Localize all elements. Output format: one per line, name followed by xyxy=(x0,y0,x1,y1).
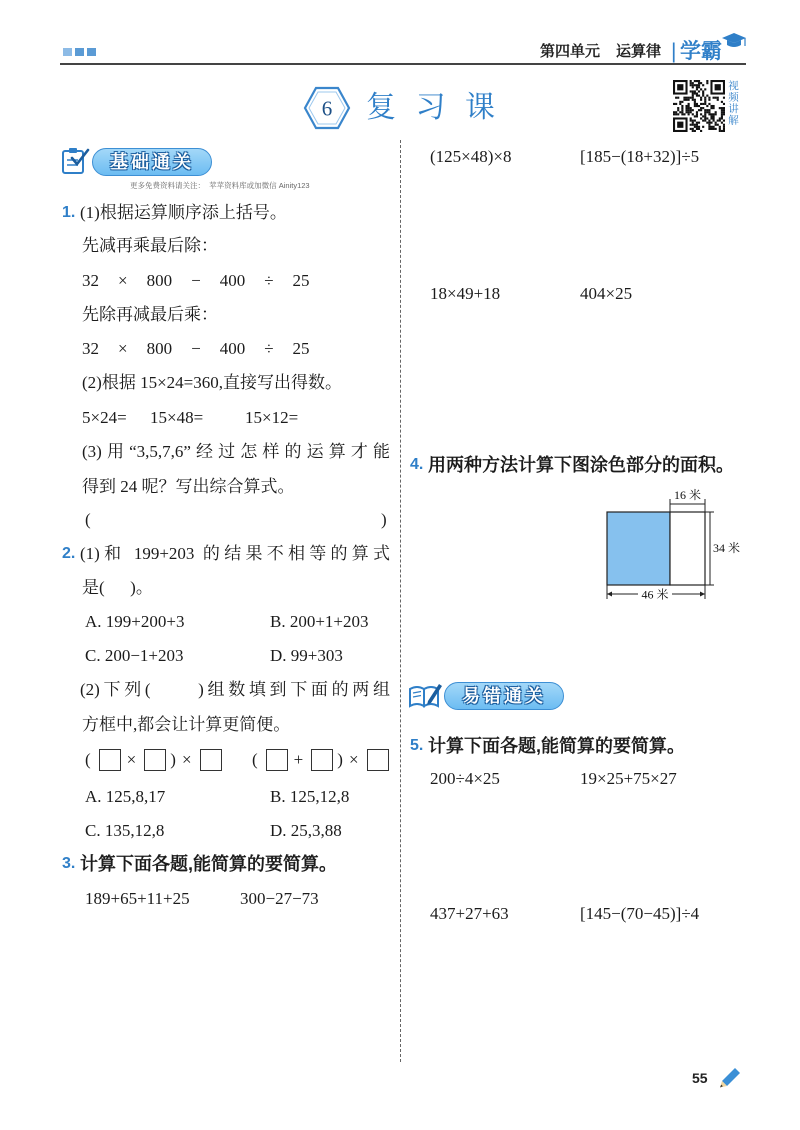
blank-box xyxy=(200,749,222,771)
order-instruction: 先除再减最后乘： xyxy=(82,305,218,324)
expr-token: × xyxy=(118,339,128,358)
unit-label: 第四单元 xyxy=(540,43,601,60)
pencil-icon xyxy=(717,1066,743,1088)
question-prompt: 计算下面各题,能简算的要简算。 xyxy=(428,736,685,756)
exercise-item: 15×48= xyxy=(150,408,204,427)
question-prompt: 方框中,都会让计算更简便。 xyxy=(82,715,291,734)
expr-token: 25 xyxy=(292,271,310,290)
exercise-item: (125×48)×8 xyxy=(430,147,512,166)
header-rule xyxy=(60,63,746,65)
section-badge-label: 易错通关 xyxy=(462,686,546,706)
expr-token: 32 xyxy=(82,271,99,290)
expr-token: − xyxy=(191,339,201,358)
section-badge-basic xyxy=(92,148,212,176)
question-prompt: (1)根据运算顺序添上括号。 xyxy=(80,203,287,222)
exercise-item: 19×25+75×27 xyxy=(580,769,677,788)
exercise-item: 189+65+11+25 xyxy=(85,889,190,908)
side-dimension-label: 34 米 xyxy=(713,541,741,555)
section-badge-mistakes xyxy=(444,682,564,710)
question-number: 5. xyxy=(410,737,424,754)
choice-option-d: D. 99+303 xyxy=(270,646,343,665)
lesson-number-hexagon xyxy=(303,86,351,130)
choice-option-b: B. 200+1+203 xyxy=(270,612,369,631)
decor-square xyxy=(75,48,84,56)
paren-open: ( xyxy=(85,750,91,769)
qr-video-label: 视频讲解 xyxy=(727,80,739,126)
question-prompt: 用两种方法计算下图涂色部分的面积。 xyxy=(428,455,734,475)
expr-token: 32 xyxy=(82,339,99,358)
shaded-region xyxy=(607,512,670,585)
area-figure xyxy=(598,484,748,608)
book-pen-icon xyxy=(408,681,442,709)
operator-sign: × xyxy=(126,750,137,769)
question-number: 2. xyxy=(62,545,76,562)
expression-row xyxy=(82,270,310,292)
page-title: 复 习 课 xyxy=(366,91,501,124)
question-prompt: (3)用“3,5,7,6”经过怎样的运算才能 xyxy=(82,442,390,461)
brand-logo-text: 学霸 xyxy=(680,40,722,63)
choice-option-a: A. 199+200+3 xyxy=(85,612,185,631)
decor-square xyxy=(87,48,96,56)
paren-close: ) xyxy=(337,750,343,769)
operator-sign: × xyxy=(348,750,359,769)
answer-paren-close: ) xyxy=(381,510,387,529)
blank-box xyxy=(266,749,288,771)
expr-token: 800 xyxy=(146,271,173,290)
top-dimension-label: 16 米 xyxy=(673,488,702,502)
expr-token: ÷ xyxy=(264,339,274,358)
blank-box xyxy=(367,749,389,771)
expr-token: 25 xyxy=(292,339,310,358)
operator-sign: × xyxy=(181,750,192,769)
expression-row xyxy=(82,338,310,360)
order-instruction: 先减再乘最后除： xyxy=(82,236,218,255)
expr-token: − xyxy=(191,271,201,290)
choice-option-c: C. 200−1+203 xyxy=(85,646,184,665)
blank-box xyxy=(99,749,121,771)
paren-close: ) xyxy=(170,750,176,769)
question-prompt: (2)下列( )组数填到下面的两组 xyxy=(80,680,390,699)
expr-token: ÷ xyxy=(264,271,274,290)
checklist-icon xyxy=(60,146,90,176)
exercise-item: 200÷4×25 xyxy=(430,769,500,788)
answer-paren-open: ( xyxy=(85,510,91,529)
question-prompt: 是( )。 xyxy=(82,578,153,597)
expr-token: 400 xyxy=(219,339,246,358)
page-number: 55 xyxy=(692,1070,708,1086)
choice-option-a: A. 125,8,17 xyxy=(85,787,166,806)
blank-box xyxy=(144,749,166,771)
choice-option-d: D. 25,3,88 xyxy=(270,821,342,840)
qr-code xyxy=(673,80,725,132)
question-number: 3. xyxy=(62,855,76,872)
lesson-number: 6 xyxy=(321,96,333,121)
column-divider xyxy=(400,140,401,1062)
choice-option-c: C. 135,12,8 xyxy=(85,821,165,840)
exercise-item: 404×25 xyxy=(580,284,633,303)
exercise-item: [145−(70−45)]÷4 xyxy=(580,904,700,923)
section-badge-label: 基础通关 xyxy=(110,152,194,172)
exercise-item: 15×12= xyxy=(245,408,299,427)
question-prompt: 计算下面各题,能简算的要简算。 xyxy=(80,854,337,874)
exercise-item: [185−(18+32)]÷5 xyxy=(580,147,700,166)
header-decor-squares xyxy=(63,48,96,56)
question-prompt: (1)和 199+203 的结果不相等的算式 xyxy=(80,544,390,563)
expr-token: 400 xyxy=(219,271,246,290)
watermark-note: 更多免费资料请关注： 苹苹资料库或加微信 Ainity123 xyxy=(130,181,310,190)
decor-square xyxy=(63,48,72,56)
operator-sign: + xyxy=(293,750,304,769)
exercise-item: 437+27+63 xyxy=(430,904,509,923)
bottom-dimension-label: 46 米 xyxy=(641,587,669,602)
exercise-item: 18×49+18 xyxy=(430,284,501,303)
question-number: 1. xyxy=(62,204,76,221)
choice-option-b: B. 125,12,8 xyxy=(270,787,350,806)
expr-token: × xyxy=(118,271,128,290)
box-group-sum xyxy=(252,748,389,772)
box-group-product xyxy=(85,748,222,772)
question-prompt: (2)根据 15×24=360,直接写出得数。 xyxy=(82,373,342,392)
arrow-head xyxy=(700,592,705,597)
expr-token: 800 xyxy=(146,339,173,358)
exercise-item: 5×24= xyxy=(82,408,127,427)
unshaded-region xyxy=(670,512,705,585)
exercise-item: 300−27−73 xyxy=(240,889,319,908)
blank-box xyxy=(311,749,333,771)
graduation-cap-icon xyxy=(721,31,747,51)
topic-label: 运算律 xyxy=(616,43,662,60)
paren-open: ( xyxy=(252,750,258,769)
question-prompt: 得到 24 呢？写出综合算式。 xyxy=(82,477,295,496)
question-number: 4. xyxy=(410,456,424,473)
arrow-head xyxy=(607,592,612,597)
header-divider: | xyxy=(671,40,677,63)
